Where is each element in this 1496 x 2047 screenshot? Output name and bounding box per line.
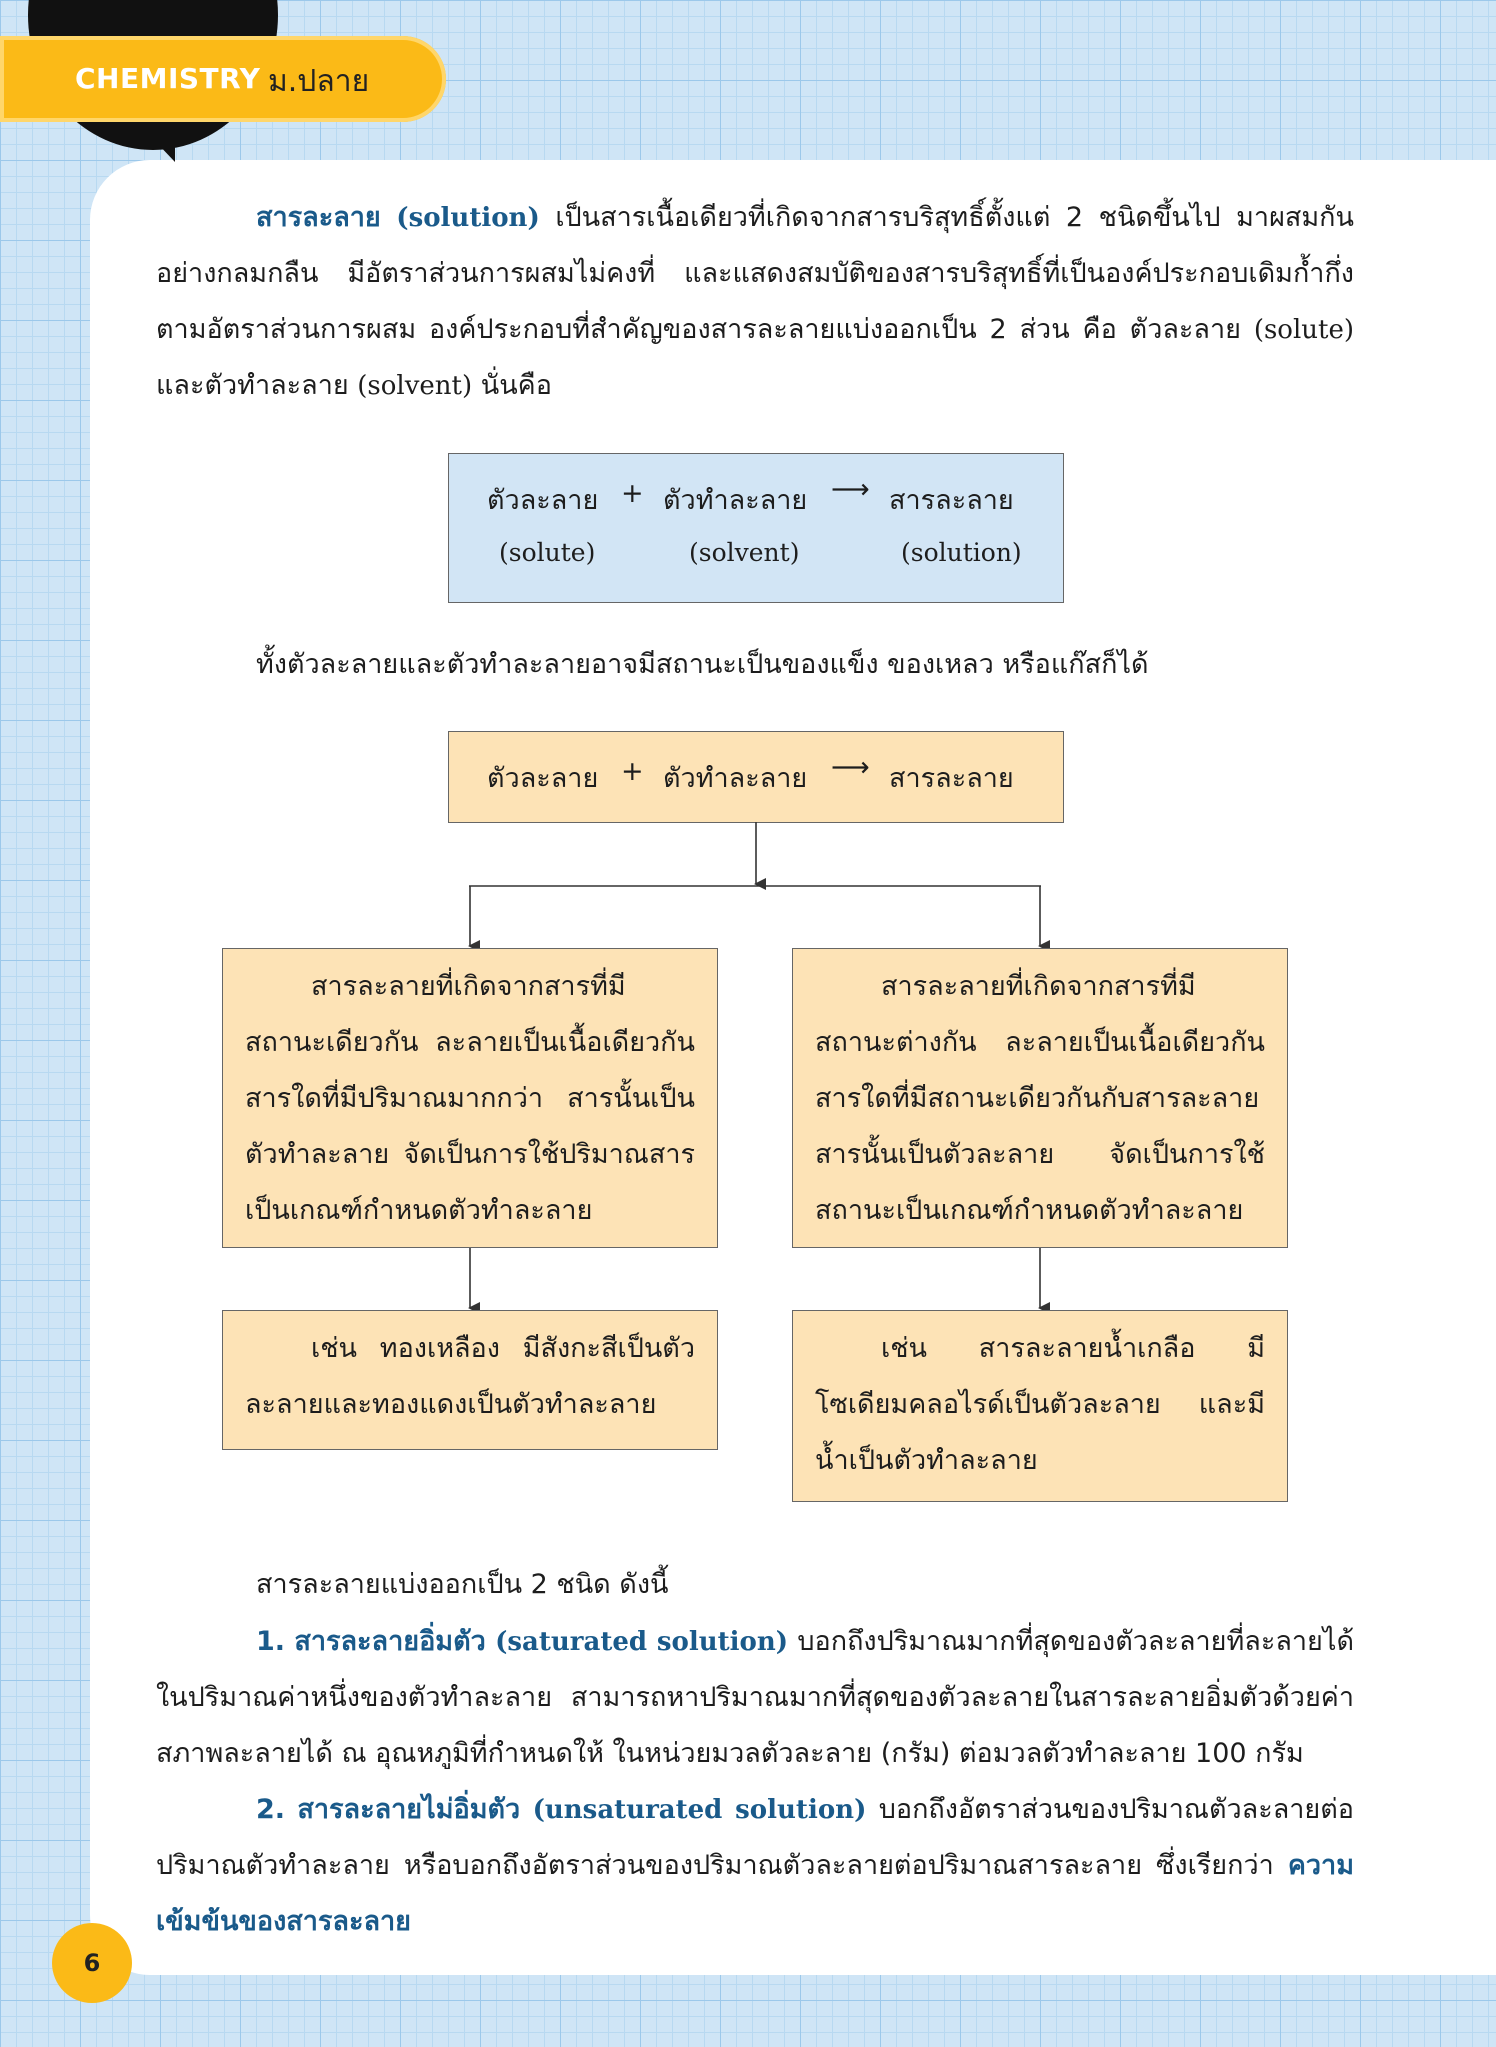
eq1-solution: สารละลาย — [889, 485, 1014, 516]
subject-label: CHEMISTRY — [75, 62, 261, 95]
eq1-solute: ตัวละลาย — [487, 485, 599, 516]
eq1-plus: + — [621, 478, 644, 509]
eq2-solvent: ตัวทำละลาย — [663, 763, 808, 794]
eq2-plus: + — [621, 756, 644, 787]
solute-en: (solute) — [1253, 315, 1354, 345]
eq2-solution: สารละลาย — [889, 763, 1014, 794]
eq1-solvent: ตัวทำละลาย — [663, 485, 808, 516]
eq1-arrow: ⟶ — [831, 474, 870, 505]
branch-right-text: สารละลายที่เกิดจากสารที่มีสถานะต่างกัน ละลายเป็นเนื้อเดียวกัน สารใดที่มีสถานะเดียวกันกับสารละลาย สารนั้นเป็นตัวละลาย จัดเป็นการใช้สถานะเป็นเกณฑ์กำหนดตัวทำละลาย — [815, 971, 1265, 1226]
term-solution: สารละลาย — [256, 202, 381, 233]
type2-term-en: (unsaturated solution) — [532, 1795, 867, 1825]
type2-highlight: ความเข้มข้นของสารละลาย — [156, 1850, 1354, 1937]
types-intro: สารละลายแบ่งออกเป็น 2 ชนิด ดังนี้ — [256, 1569, 669, 1600]
eq1-solvent-en: (solvent) — [689, 538, 800, 567]
type1-term-en: (saturated solution) — [495, 1627, 789, 1657]
type1-term: สารละลายอิ่มตัว — [294, 1626, 486, 1657]
branch-left-box — [222, 948, 718, 1248]
type1-text: บอกถึงปริมาณมากที่สุดของตัวละลายที่ละลายได้ในปริมาณค่าหนึ่งของตัวทำละลาย สามารถหาปริมาณมากที่สุดของตัวละลายในสารละลายอิ่มตัวด้วยค่าสภาพละลายได้ ณ อุณหภูมิที่กำหนดให้ ในหน่วยมวลตัวละลาย (กรัม) ต่อมวลตัวทำละลาย 100 กรัม — [156, 1626, 1354, 1769]
type2-paragraph — [156, 1782, 1354, 1950]
example-right-box — [792, 1310, 1288, 1502]
type1-number: 1. — [256, 1626, 286, 1657]
eq1-solute-en: (solute) — [499, 538, 596, 567]
term-solution-en: (solution) — [396, 203, 540, 233]
speech-bubble-tail — [135, 120, 175, 162]
solvent-en: (solvent) — [357, 371, 473, 401]
level-label: ม.ปลาย — [268, 64, 370, 99]
page-number: 6 — [52, 1923, 132, 2003]
example-right-text: เช่น สารละลายน้ำเกลือ มีโซเดียมคลอไรด์เป็นตัวละลาย และมีน้ำเป็นตัวทำละลาย — [815, 1333, 1265, 1476]
eq2-arrow: ⟶ — [831, 752, 870, 783]
example-left-text: เช่น ทองเหลือง มีสังกะสีเป็นตัวละลายและทองแดงเป็นตัวทำละลาย — [245, 1333, 695, 1420]
type2-number: 2. — [256, 1794, 286, 1825]
intro-end: นั่นคือ — [480, 370, 552, 401]
states-line: ทั้งตัวละลายและตัวทำละลายอาจมีสถานะเป็นของแข็ง ของเหลว หรือแก๊สก็ได้ — [256, 649, 1149, 680]
intro-mid: และตัวทำละลาย — [156, 370, 349, 401]
eq2-solute: ตัวละลาย — [487, 763, 599, 794]
type2-text: บอกถึงอัตราส่วนของปริมาณตัวละลายต่อปริมาณตัวทำละลาย หรือบอกถึงอัตราส่วนของปริมาณตัวละลายต่อปริมาณสารละลาย ซึ่งเรียกว่า — [156, 1794, 1355, 1881]
branch-right-box — [792, 948, 1288, 1248]
example-left-box — [222, 1310, 718, 1450]
type2-term: สารละลายไม่อิ่มตัว — [297, 1794, 521, 1825]
type1-paragraph — [156, 1614, 1354, 1782]
intro-text: เป็นสารเนื้อเดียวที่เกิดจากสารบริสุทธิ์ตั้งแต่ 2 ชนิดขึ้นไป มาผสมกันอย่างกลมกลืน มีอัตราส่วนการผสมไม่คงที่ และแสดงสมบัติของสารบริสุทธิ์ที่เป็นองค์ประกอบเดิมก้ำกึ่งตามอัตราส่วนการผสม องค์ประกอบที่สำคัญของสารละลายแบ่งออกเป็น 2 ส่วน คือ ตัวละลาย — [156, 202, 1354, 345]
branch-left-text: สารละลายที่เกิดจากสารที่มีสถานะเดียวกัน ละลายเป็นเนื้อเดียวกัน สารใดที่มีปริมาณมากกว่า สารนั้นเป็นตัวทำละลาย จัดเป็นการใช้ปริมาณสารเป็นเกณฑ์กำหนดตัวทำละลาย — [245, 971, 695, 1226]
eq1-solution-en: (solution) — [901, 538, 1022, 567]
